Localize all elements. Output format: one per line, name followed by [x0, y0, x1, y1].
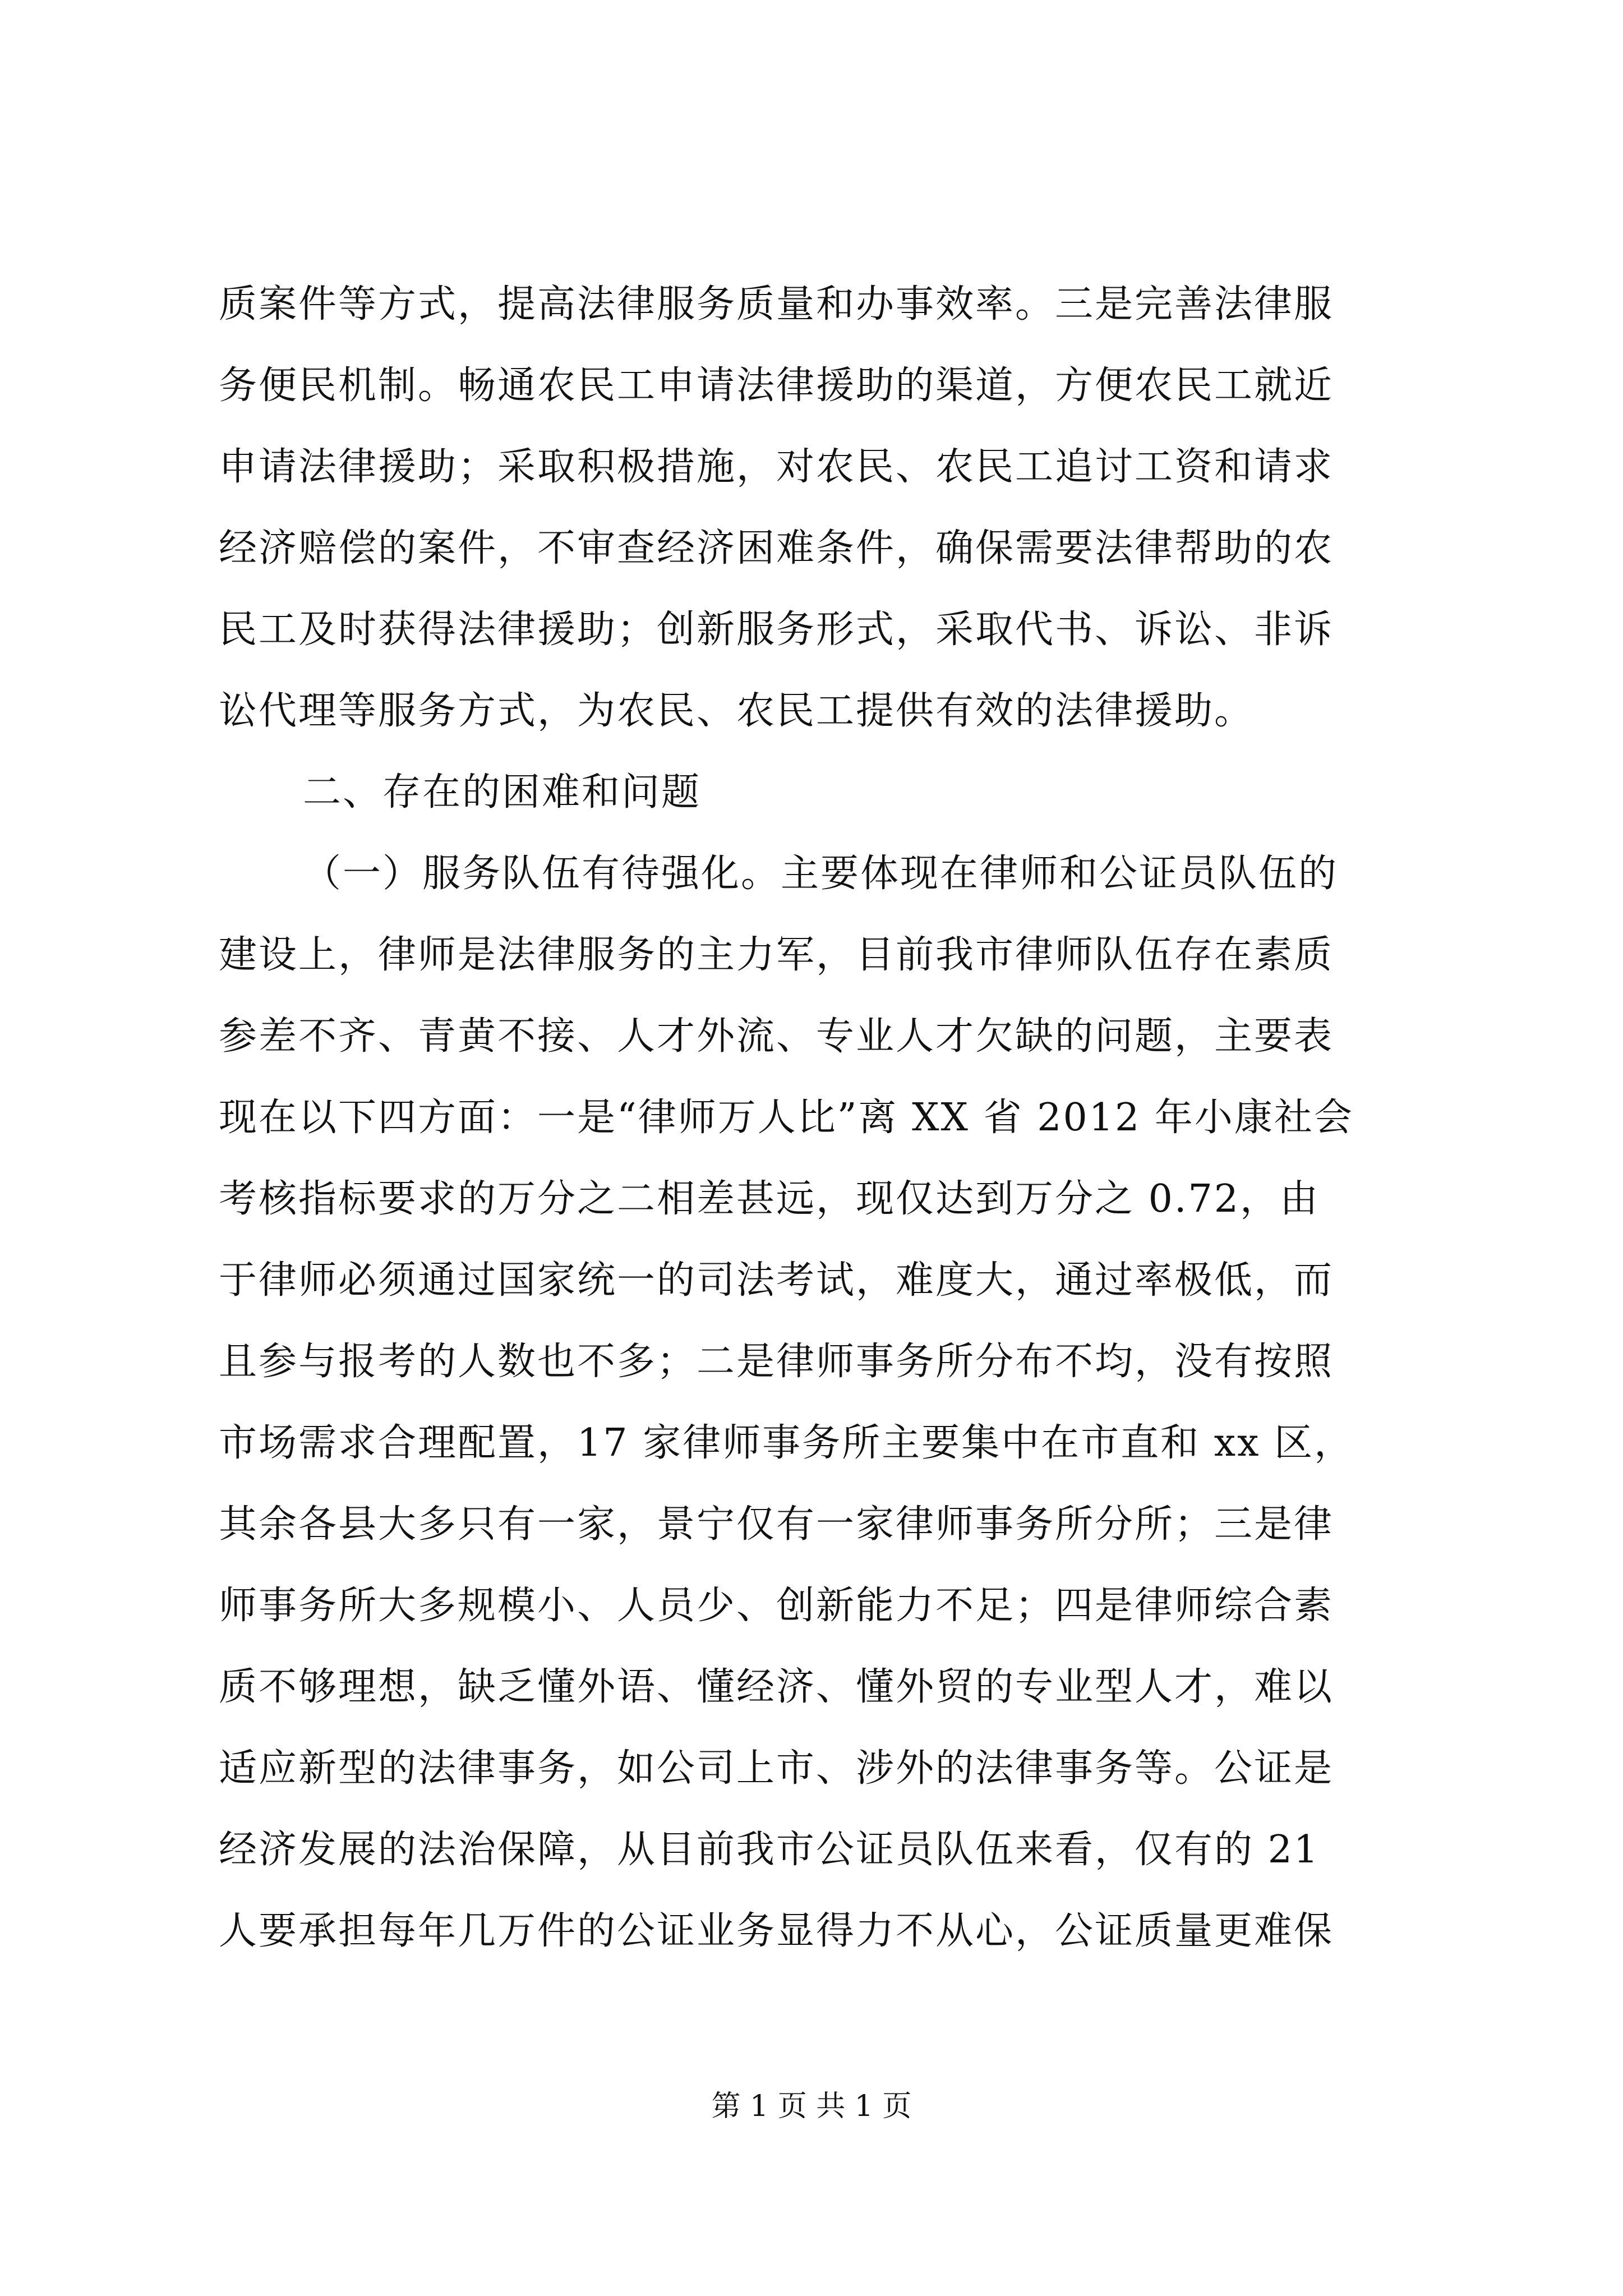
- page-footer: [0, 2087, 1623, 2126]
- text-line: 考核指标要求的万分之二相差甚远，现仅达到万分之 0.72，由: [219, 1177, 1320, 1221]
- text-line: 质不够理想，缺乏懂外语、懂经济、懂外贸的专业型人才，难以: [219, 1665, 1334, 1709]
- text-line: 民工及时获得法律援助；创新服务形式，采取代书、诉讼、非诉: [219, 608, 1334, 652]
- section-heading: 二、存在的困难和问题: [303, 770, 702, 815]
- text-line: 于律师必须通过国家统一的司法考试，难度大，通过率极低，而: [219, 1258, 1334, 1303]
- text-line: 其余各县大多只有一家，景宁仅有一家律师事务所分所；三是律: [219, 1502, 1334, 1547]
- text-line: 经济发展的法治保障，从目前我市公证员队伍来看，仅有的 21: [219, 1828, 1320, 1872]
- document-body: [219, 264, 1413, 1972]
- page-number-label: 第 1 页 共 1 页: [711, 2090, 912, 2123]
- text-line: 建设上，律师是法律服务的主力军，目前我市律师队伍存在素质: [219, 933, 1334, 977]
- text-line: 且参与报考的人数也不多；二是律师事务所分布不均，没有按照: [219, 1340, 1334, 1384]
- text-line: 现在以下四方面：一是“律师万人比”离 XX 省 2012 年小康社会: [219, 1096, 1354, 1140]
- text-line: 师事务所大多规模小、人员少、创新能力不足；四是律师综合素: [219, 1584, 1334, 1628]
- subsection-heading-line: （一）服务队伍有待强化。主要体现在律师和公证员队伍的: [303, 852, 1339, 896]
- text-line: 质案件等方式，提高法律服务质量和办事效率。三是完善法律服: [219, 282, 1334, 326]
- text-line: 适应新型的法律事务，如公司上市、涉外的法律事务等。公证是: [219, 1746, 1334, 1791]
- text-line: 人要承担每年几万件的公证业务显得力不从心，公证质量更难保: [219, 1909, 1334, 1953]
- text-line: 申请法律援助；采取积极措施，对农民、农民工追讨工资和请求: [219, 445, 1334, 489]
- text-line: 讼代理等服务方式，为农民、农民工提供有效的法律援助。: [219, 689, 1255, 733]
- text-line: 务便民机制。畅通农民工申请法律援助的渠道，方便农民工就近: [219, 364, 1334, 408]
- text-line: 参差不齐、青黄不接、人才外流、专业人才欠缺的问题，主要表: [219, 1014, 1334, 1059]
- text-line: 经济赔偿的案件，不审查经济困难条件，确保需要法律帮助的农: [219, 526, 1334, 570]
- text-line: 市场需求合理配置，17 家律师事务所主要集中在市直和 xx 区，: [219, 1421, 1354, 1465]
